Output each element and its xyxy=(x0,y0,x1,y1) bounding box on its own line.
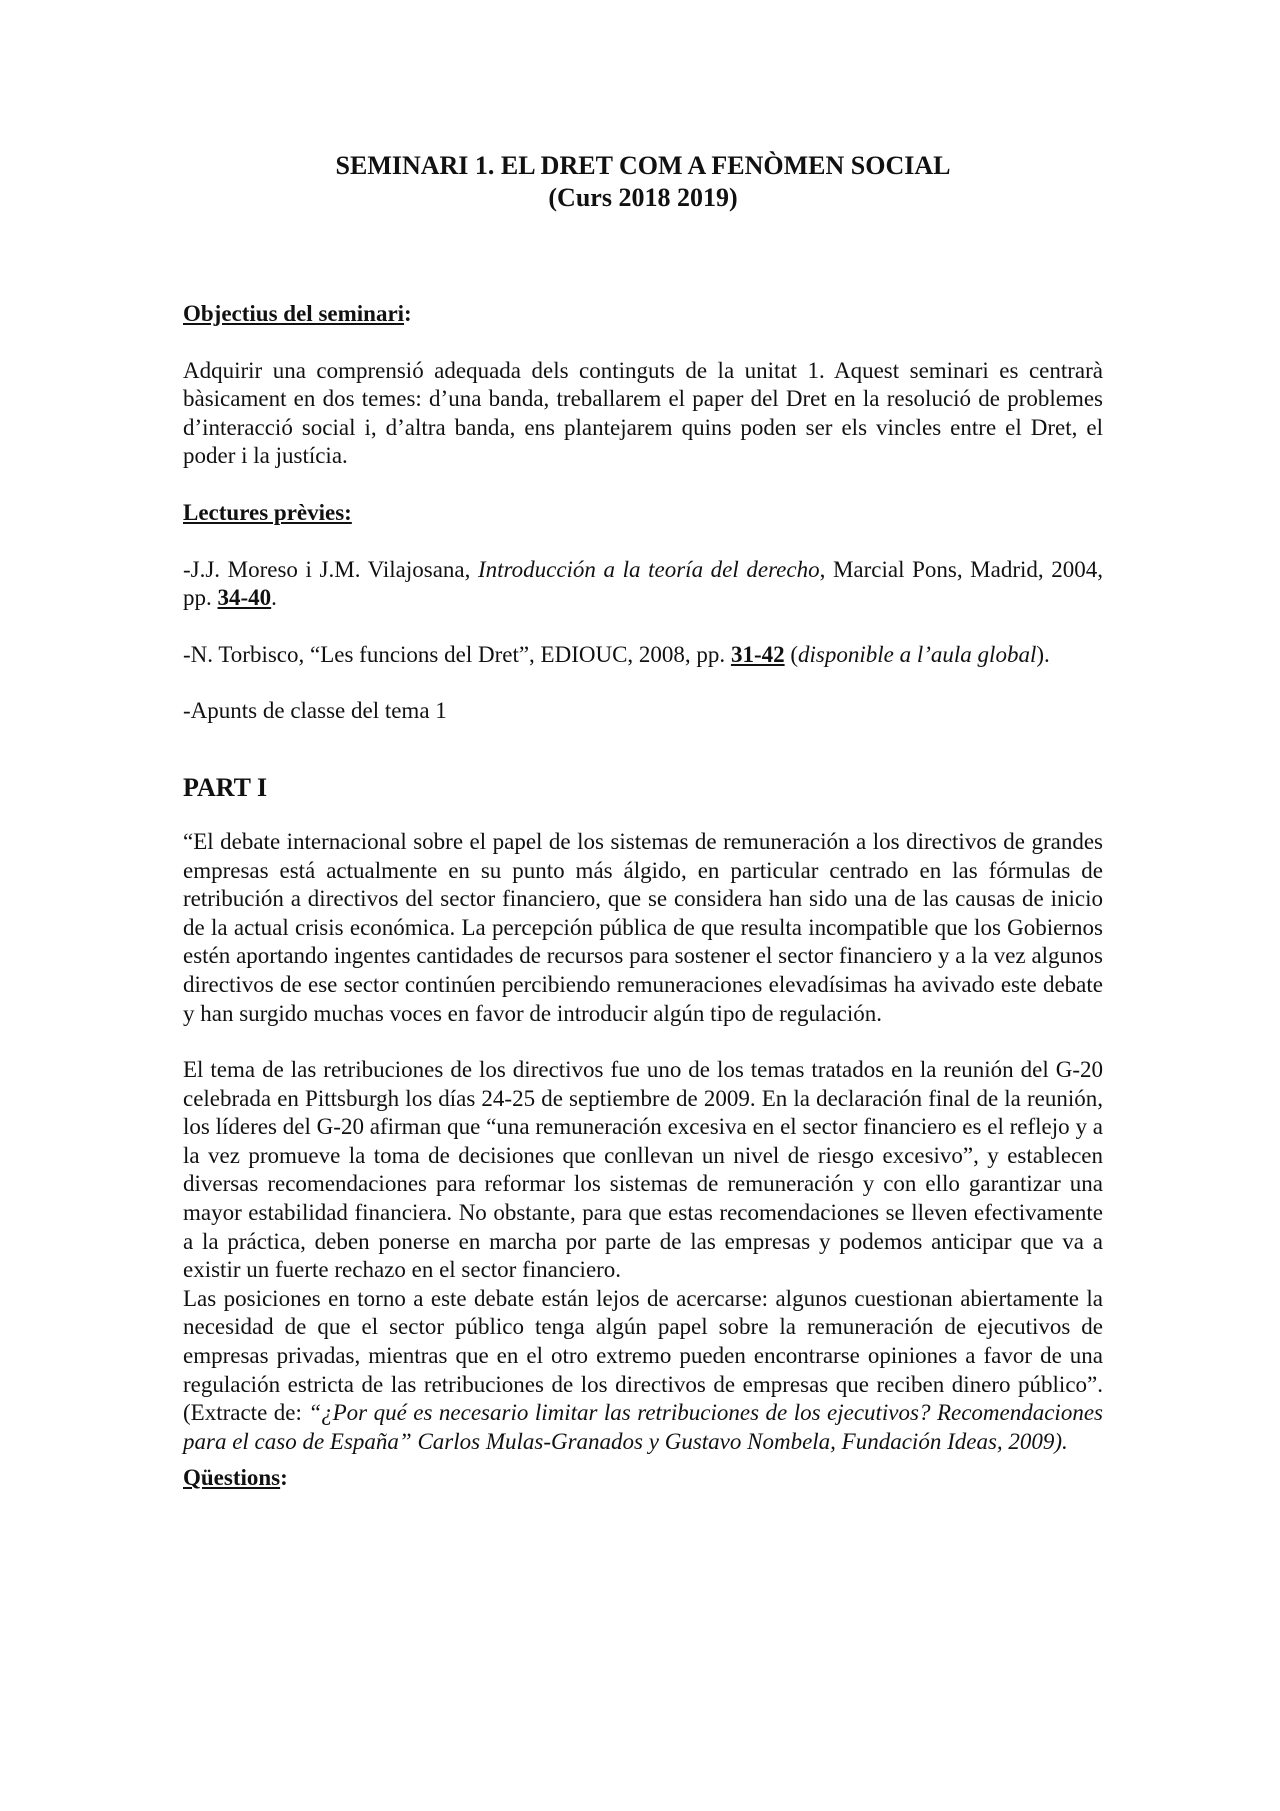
reading-2-note: disponible a l’aula global xyxy=(798,641,1037,667)
reading-1-pages: 34-40 xyxy=(217,585,272,611)
reading-item-3: -Apunts de classe del tema 1 xyxy=(183,698,447,724)
document-page xyxy=(183,150,1103,1493)
objectives-heading: Objectius del seminari: xyxy=(183,301,412,326)
objectives-paragraph: Adquirir una comprensió adequada dels continguts de la unitat 1. Aquest seminari es centrarà bàsicament en dos temes: d’una banda, treballarem el paper del Dret en la resolució de problemes d’interacció social i, d’altra banda, ens plantejarem quins poden ser els vincles entre el Dret, el poder i la justícia. xyxy=(183,357,1103,469)
part-1-paragraph-1: “El debate internacional sobre el papel de los sistemas de remuneración a los directivos de grandes empresas está actualmente en su punto más álgido, en particular centrado en las fórmulas de retribución a directivos del sector financiero, que se considera han sido una de las causas de inicio de la actual crisis económica. La percepción pública de que resulta incompatible que los Gobiernos estén aportando ingentes cantidades de recursos para sostener el sector financiero y a la vez algunos directivos de ese sector continúen percibiendo remuneraciones elevadísimas ha avivado este debate y han surgido muchas voces en favor de introducir algún tipo de regulación. xyxy=(183,828,1103,1026)
reading-2-pages: 31-42 xyxy=(730,641,785,667)
title-line-1: SEMINARI 1. EL DRET COM A FENÒMEN SOCIAL xyxy=(335,151,951,180)
part-1-paragraph-2: El tema de las retribuciones de los directivos fue uno de los temas tratados en la reunión del G-20 celebrada en Pittsburgh los días 24-25 de septiembre de 2009. En la declaración final de la reunión, los líderes del G-20 afirman que “una remuneración excesiva en el sector financiero es el reflejo y a la vez promueve la toma de decisiones que conllevan un nivel de riesgo excesivo”, y establecen diversas recomendaciones para reformar los sistemas de remuneración y con ello garantizar una mayor estabilidad financiera. No obstante, para que estas recomendaciones se lleven efectivamente a la práctica, deben ponerse en marcha por parte de las empresas y podemos anticipar que va a existir un fuerte rechazo en el sector financiero. xyxy=(183,1057,1103,1283)
part-1-heading: PART I xyxy=(183,772,268,802)
citation: “¿Por qué es necesario limitar las retribuciones de los ejecutivos? Recomendaciones para el caso de España” Carlos Mulas-Granados y Gustavo Nombela, Fundación Ideas, 2009). xyxy=(183,1400,1103,1454)
questions-heading: Qüestions: xyxy=(183,1465,288,1491)
document-title xyxy=(183,150,1103,214)
readings-heading: Lectures prèvies: xyxy=(183,499,352,525)
reading-item-2: -N. Torbisco, “Les funcions del Dret”, EDIOUC, 2008, pp. 31-42 (disponible a l’aula global). xyxy=(183,641,1050,667)
part-1-paragraph-3: Las posiciones en torno a este debate están lejos de acercarse: algunos cuestionan abiertamente la necesidad de que el sector público tenga algún papel sobre la remuneración de ejecutivos de empresas privadas, mientras que en el otro extremo pueden encontrarse opiniones a favor de una regulación estricta de las retribuciones de los directivos de empresas que reciben dinero público”. (Extracte de: “¿Por qué es necesario limitar las retribuciones de los ejecutivos? Recomendaciones para el caso de España” Carlos Mulas-Granados y Gustavo Nombela, Fundación Ideas, 2009). xyxy=(183,1285,1103,1454)
reading-1-book-title: Introducción a la teoría del derecho xyxy=(477,556,820,582)
title-line-2: (Curs 2018 2019) xyxy=(548,183,738,212)
reading-item-1: -J.J. Moreso i J.M. Vilajosana, Introducción a la teoría del derecho, Marcial Pons, Madrid, 2004, pp. 34-40. xyxy=(183,556,1103,611)
